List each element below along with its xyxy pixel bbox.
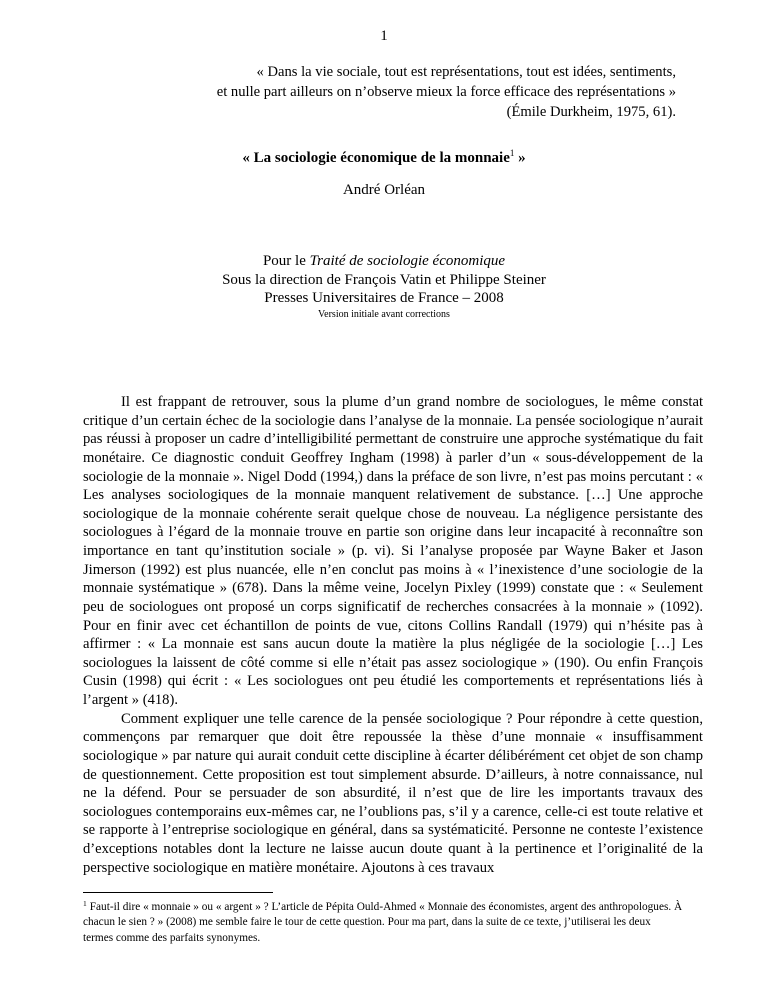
- article-title-close: »: [514, 150, 526, 166]
- publication-book-line: [0, 252, 768, 271]
- publication-editors: Sous la direction de François Vatin et Philippe Steiner: [222, 271, 546, 288]
- page-number: 1: [380, 28, 388, 44]
- book-title: Traité de sociologie économique: [309, 253, 506, 269]
- publication-prefix: Pour le: [262, 253, 310, 269]
- footnote-marker: 1: [83, 899, 87, 908]
- title-footnote-marker[interactable]: 1: [509, 148, 515, 158]
- epigraph-line: et nulle part ailleurs on n’observe mieux la force efficace des représentations »: [216, 84, 676, 100]
- footnote-separator: [83, 892, 273, 893]
- version-note: Version initiale avant corrections: [318, 308, 450, 320]
- publication-info: [0, 252, 768, 321]
- epigraph-line: « Dans la vie sociale, tout est représentations, tout est idées, sentiments,: [256, 64, 676, 80]
- body-text: [83, 393, 703, 877]
- article-title-text: « La sociologie économique de la monnaie: [242, 150, 510, 166]
- epigraph-citation: (Émile Durkheim, 1975, 61).: [506, 104, 676, 120]
- author-name: André Orléan: [342, 182, 426, 198]
- publication-publisher: Presses Universitaires de France – 2008: [264, 290, 504, 306]
- paragraph: Il est frappant de retrouver, sous la plume d’un grand nombre de sociologues, le même constat critique d’un certain échec de la sociologie dans l’analyse de la monnaie. La pensée sociologique n’aurait pas réussi à proposer un cadre d’intelligibilité permettant de construire une approche systématique du fait monétaire. Ce diagnostic conduit Geoffrey Ingham (1998) à parler d’un « sous-développement de la sociologie de la monnaie ». Nigel Dodd (1994,) dans la préface de son livre, n’est pas moins percutant : « Les analyses sociologiques de la monnaie manquent relativement de substance. […] Une approche sociologique de la monnaie cohérente serait quelque chose de nouveau. La négligence persistante des sociologues à l’égard de la monnaie trouve en partie son origine dans leur incapacité à reconnaître son importance en tant qu’institution sociale » (p. vi). Si l’analyse proposée par Wayne Baker et Jason Jimerson (1992) est plus nuancée, elle n’en conclut pas moins à « l’inexistence d’une sociologie de la monnaie systématique » (678). Dans la même veine, Jocelyn Pixley (1999) constate que : « Seulement peu de sociologues ont proposé un corps significatif de recherches consacrées à la monnaie » (1092). Pour en finir avec cet échantillon de points de vue, citons Collins Randall (1979) qui n’hésite pas à affirmer : « La monnaie est sans aucun doute la matière la plus négligée de la sociologie […] Les sociologues la laissent de côté comme si elle n’était pas assez sociologique » (190). Ou enfin François Cusin (1998) qui écrit : « Les sociologues ont peu étudié les comportements et représentations liés à l’argent » (418).: [83, 394, 703, 708]
- article-title: [0, 148, 768, 167]
- footnote: [83, 896, 683, 946]
- paragraph: Comment expliquer une telle carence de la pensée sociologique ? Pour répondre à cette question, commençons par remarquer que doit être repoussée la thèse d’une monnaie « insuffisamment sociologique » par nature qui aurait conduit cette discipline à écarter délibérément cet objet de son champ de questionnement. Cette proposition est tout simplement absurde. D’ailleurs, à notre connaissance, nul ne la défend. Pour se persuader de son absurdité, il n’est que de lire les importants travaux des sociologues contemporains eux-mêmes car, ne l’oublions pas, s’il y a carence, celle-ci est toute relative et se rapporte à l’entreprise sociologique en général, dans sa systématicité. Personne ne conteste l’existence d’exceptions notables dont la lecture ne laisse aucun doute quant à la pertinence et l’originalité de la perspective sociologique en matière monétaire. Ajoutons à ces travaux: [83, 710, 703, 876]
- footnote-text: Faut-il dire « monnaie » ou « argent » ? L’article de Pépita Ould-Ahmed « Monnaie des économistes, argent des anthropologues. À chacun le sien ? » (2008) me semble faire le tour de cette question. Pour ma part, dans la suite de ce texte, j’utiliserai les deux termes comme des parfaits synonymes.: [83, 901, 683, 944]
- epigraph: [76, 62, 676, 122]
